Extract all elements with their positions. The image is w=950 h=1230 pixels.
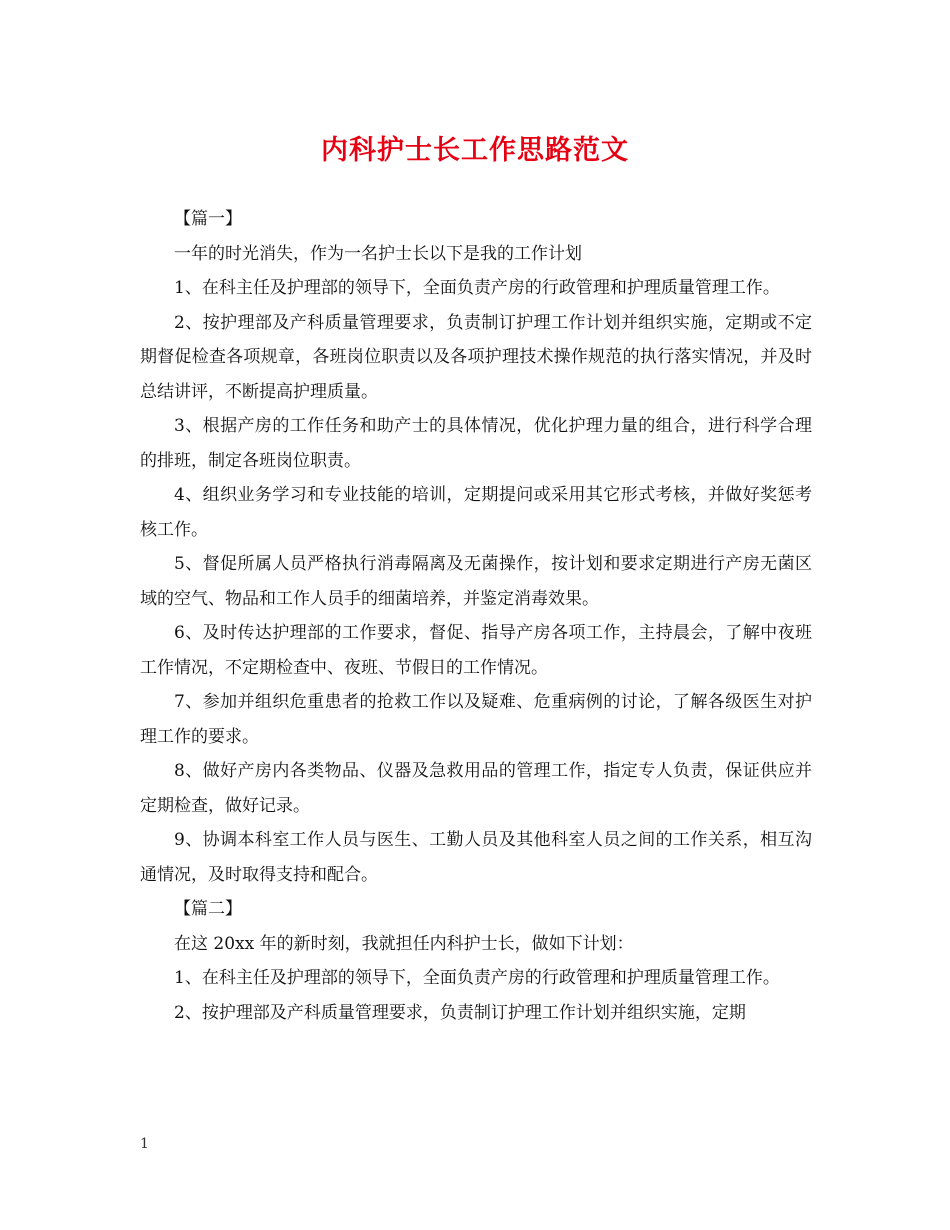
paragraph: 在这 20xx 年的新时刻，我就担任内科护士长，做如下计划： [174,933,634,954]
section-heading: 【篇一】 [174,209,242,229]
document-body [140,202,812,1030]
page-number: 1 [140,1136,149,1152]
paragraph: 9、协调本科室工作人员与医生、工勤人员及其他科室人员之间的工作关系，相互沟通情况，及时取得支持和配合。 [140,830,812,885]
document-title: 内科护士长工作思路范文 [321,135,629,166]
paragraph: 一年的时光消失，作为一名护士长以下是我的工作计划 [174,243,582,264]
paragraph: 2、按护理部及产科质量管理要求，负责制订护理工作计划并组织实施，定期或不定期督促检查各项规章，各班岗位职责以及各项护理技术操作规范的执行落实情况，并及时总结讲评，不断提高护理质量。 [140,312,812,402]
paragraph: 1、在科主任及护理部的领导下，全面负责产房的行政管理和护理质量管理工作。 [174,968,780,988]
paragraph: 3、根据产房的工作任务和助产士的具体情况，优化护理力量的组合，进行科学合理的排班，制定各班岗位职责。 [140,416,812,471]
paragraph: 7、参加并组织危重患者的抢救工作以及疑难、危重病例的讨论，了解各级医生对护理工作的要求。 [140,692,812,747]
paragraph: 2、按护理部及产科质量管理要求，负责制订护理工作计划并组织实施，定期 [174,1002,746,1023]
paragraph: 8、做好产房内各类物品、仪器及急救用品的管理工作，指定专人负责，保证供应并定期检查，做好记录。 [140,761,812,816]
paragraph: 1、在科主任及护理部的领导下，全面负责产房的行政管理和护理质量管理工作。 [174,278,780,298]
section-heading: 【篇二】 [174,899,242,919]
paragraph: 5、督促所属人员严格执行消毒隔离及无菌操作，按计划和要求定期进行产房无菌区域的空气、物品和工作人员手的细菌培养，并鉴定消毒效果。 [140,554,812,609]
paragraph: 4、组织业务学习和专业技能的培训，定期提问或采用其它形式考核，并做好奖惩考核工作。 [140,485,812,540]
paragraph: 6、及时传达护理部的工作要求，督促、指导产房各项工作，主持晨会，了解中夜班工作情况，不定期检查中、夜班、节假日的工作情况。 [140,623,812,678]
